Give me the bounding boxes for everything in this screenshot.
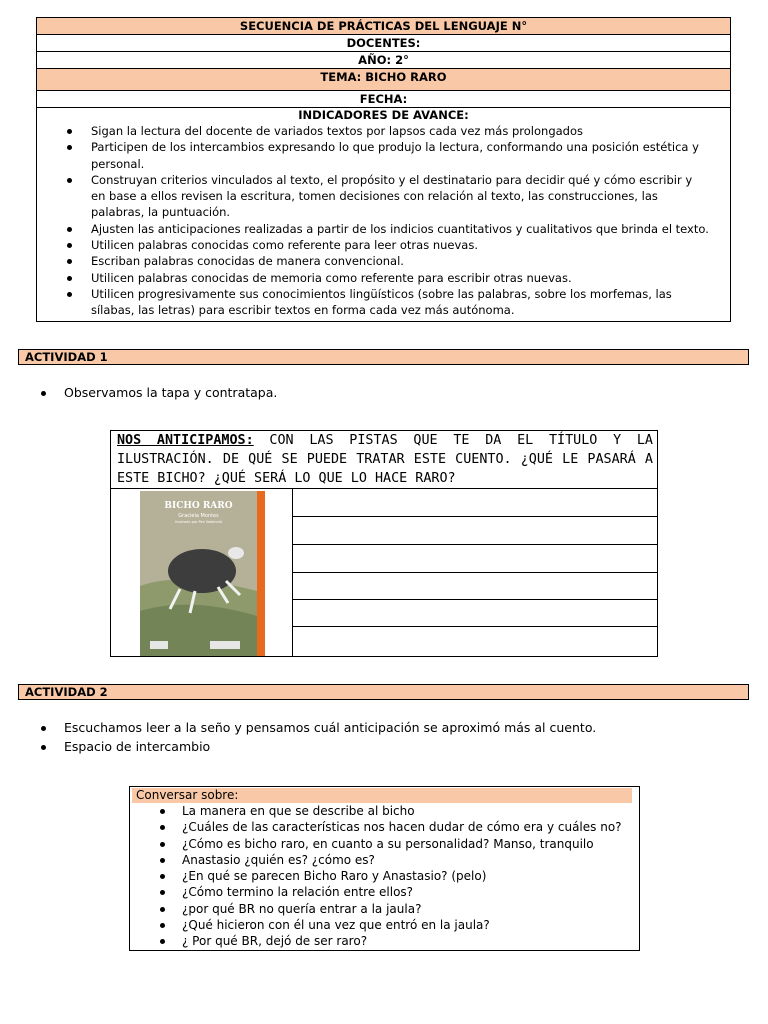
conversar-item: ¿En qué se parecen Bicho Raro y Anastasio? (pelo) <box>182 868 622 884</box>
actividad-2-bar: ACTIVIDAD 2 <box>18 684 749 700</box>
fecha-label: FECHA: <box>37 91 730 108</box>
conversar-item: ¿Cómo termino la relación entre ellos? <box>182 884 622 900</box>
conversar-item: ¿ Por qué BR, dejó de ser raro? <box>182 933 622 949</box>
book-cover-image <box>140 491 265 656</box>
answer-line[interactable] <box>292 626 657 627</box>
indicador-item: Utilicen palabras conocidas de memoria como referente para escribir otras nuevas. <box>91 270 730 286</box>
anticipation-box <box>110 430 658 657</box>
actividad-1-bar: ACTIVIDAD 1 <box>18 349 749 365</box>
header-table <box>36 17 731 322</box>
actividad-2-bullet: Escuchamos leer a la seño y pensamos cuál anticipación se aproximó más al cuento. <box>64 720 597 735</box>
conversar-item: ¿por qué BR no quería entrar a la jaula? <box>182 901 622 917</box>
conversar-item: ¿Cómo es bicho raro, en cuanto a su personalidad? Manso, tranquilo <box>182 836 622 852</box>
conversation-box <box>129 786 640 951</box>
indicador-item: Escriban palabras conocidas de manera convencional. <box>91 253 730 269</box>
sequence-title: SECUENCIA DE PRÁCTICAS DEL LENGUAJE N° <box>37 18 730 35</box>
indicador-item: Ajusten las anticipaciones realizadas a partir de los indicios cuantitativos y cualitativos que brinda el texto. <box>91 221 730 237</box>
cover-illustrator: Ilustrado por Pez Vadenold <box>175 520 222 524</box>
answer-line[interactable] <box>292 516 657 517</box>
indicador-item: Construyan criterios vinculados al texto, el propósito y el destinatario para decidir qué y cómo escribir y en base a ellos revisen la escritura, tomen decisiones con relación al texto, las construcciones, las palabras, la puntuación. <box>91 172 730 221</box>
actividad-1-bullet: Observamos la tapa y contratapa. <box>64 385 278 400</box>
indicador-item: Utilicen palabras conocidas como referente para leer otras nuevas. <box>91 237 730 253</box>
indicador-item: Sigan la lectura del docente de variados textos por lapsos cada vez más prolongados <box>91 123 730 139</box>
indicadores-section <box>37 108 730 321</box>
tema-label: TEMA: BICHO RARO <box>37 69 730 91</box>
actividad-2-bullet: Espacio de intercambio <box>64 739 211 754</box>
indicadores-list <box>37 123 730 321</box>
conversar-title: Conversar sobre: <box>132 788 632 803</box>
docentes-label: DOCENTES: <box>37 35 730 52</box>
answer-line[interactable] <box>292 599 657 600</box>
indicador-item: Utilicen progresivamente sus conocimientos lingüísticos (sobre las palabras, sobre los morfemas, las sílabas, las letras) para escribir textos en forma cada vez más autónoma. <box>91 286 730 319</box>
cover-author: Graciela Montes <box>178 513 219 519</box>
conversar-list <box>182 803 622 950</box>
anticipation-lead: NOS ANTICIPAMOS: <box>117 433 254 448</box>
anticipation-prompt <box>117 431 653 488</box>
cover-spine-band <box>257 491 265 656</box>
conversar-item: La manera en que se describe al bicho <box>182 803 622 819</box>
anticipation-divider <box>111 488 657 489</box>
conversar-item: ¿Qué hicieron con él una vez que entró en la jaula? <box>182 917 622 933</box>
answer-line[interactable] <box>292 544 657 545</box>
answer-line[interactable] <box>292 572 657 573</box>
cover-title: BICHO RARO <box>164 501 233 511</box>
anio-label: AÑO: 2° <box>37 52 730 69</box>
indicador-item: Participen de los intercambios expresando lo que produjo la lectura, conformando una posición estética y personal. <box>91 139 730 172</box>
conversar-item: Anastasio ¿quién es? ¿cómo es? <box>182 852 622 868</box>
anticipation-text: CON LAS PISTAS QUE TE DA EL TÍTULO Y LA ILUSTRACIÓN. DE QUÉ SE PUEDE TRATAR ESTE CUENTO. ¿QUÉ LE PASARÁ A ESTE BICHO? ¿QUÉ SERÁ LO QUE LO HACE RARO? <box>117 433 653 486</box>
conversar-item: ¿Cuáles de las características nos hacen dudar de cómo era y cuáles no? <box>182 820 622 835</box>
indicadores-title: INDICADORES DE AVANCE: <box>298 108 469 122</box>
